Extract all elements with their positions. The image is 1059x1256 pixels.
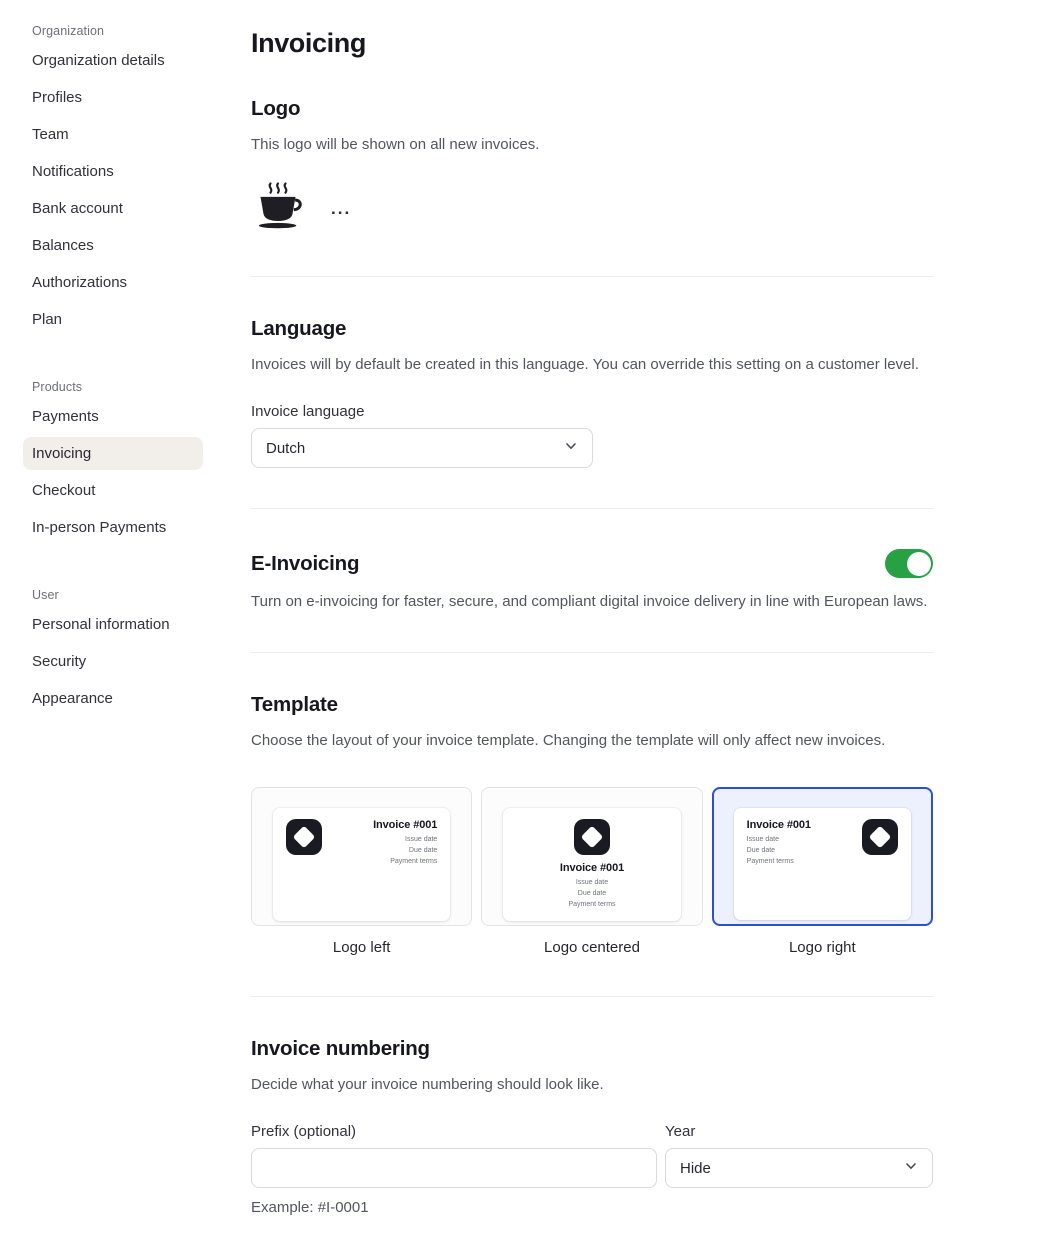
e-invoicing-header-row: [251, 549, 933, 578]
sidebar-item-authorizations[interactable]: Authorizations: [32, 274, 128, 291]
year-label: Year: [665, 1123, 696, 1140]
template-option-logo-centered: [481, 787, 702, 956]
invoice-preview: [503, 808, 680, 921]
sidebar-item-security[interactable]: Security: [32, 653, 87, 670]
language-section-description: Invoices will by default be created in this language. You can override this setting on a customer level.: [251, 356, 919, 373]
sidebar-item-personal-information[interactable]: Personal information: [32, 616, 170, 633]
template-card-logo-right[interactable]: [712, 787, 933, 926]
company-logo-diamond-icon: [862, 819, 898, 855]
invoice-preview: [734, 808, 911, 920]
year-value: Hide: [680, 1159, 711, 1177]
page-title: Invoicing: [251, 28, 366, 58]
company-logo-diamond-icon: [286, 819, 322, 855]
e-invoicing-section-title: E-Invoicing: [251, 551, 360, 575]
sidebar-item-profiles[interactable]: Profiles: [32, 89, 83, 106]
numbering-fields-row: [251, 1123, 933, 1188]
logo-section-title: Logo: [251, 97, 301, 120]
sidebar-item-notifications[interactable]: Notifications: [32, 163, 114, 180]
invoice-line: Due date: [408, 847, 438, 855]
chevron-down-icon: [904, 1159, 918, 1177]
invoice-number: Invoice #001: [746, 819, 811, 831]
prefix-input-wrapper: [251, 1148, 657, 1188]
sidebar-item-organization-details[interactable]: Organization details: [32, 52, 165, 69]
chevron-down-icon: [564, 439, 578, 457]
sidebar-item-invoicing[interactable]: Invoicing: [23, 437, 203, 470]
invoice-line: Issue date: [575, 879, 609, 886]
invoice-numbering-title: Invoice numbering: [251, 1037, 430, 1060]
sidebar-section-products: [23, 380, 220, 544]
invoice-language-select[interactable]: [251, 428, 593, 468]
template-option-logo-left: [251, 787, 472, 956]
sidebar-section-organization: [23, 24, 220, 336]
template-option-logo-right: [712, 787, 933, 956]
year-field-group: [665, 1123, 933, 1188]
e-invoicing-section: [251, 549, 933, 653]
sidebar-item-balances[interactable]: Balances: [32, 237, 94, 254]
invoice-line: Due date: [746, 847, 776, 855]
sidebar-item-plan[interactable]: Plan: [32, 311, 63, 328]
e-invoicing-section-description: Turn on e-invoicing for faster, secure, and compliant digital invoice delivery in line with European laws.: [251, 593, 928, 610]
numbering-example-hint: Example: #I-0001: [251, 1199, 369, 1216]
invoice-number: Invoice #001: [559, 862, 625, 874]
invoice-line: Payment terms: [746, 858, 794, 866]
logo-row: [251, 181, 933, 236]
invoice-language-label: Invoice language: [251, 403, 365, 420]
invoice-numbering-description: Decide what your invoice numbering should look like.: [251, 1076, 604, 1093]
invoice-line: Payment terms: [390, 858, 438, 866]
sidebar-section-label: User: [32, 588, 59, 602]
template-section-title: Template: [251, 693, 338, 716]
invoice-language-value: Dutch: [266, 439, 306, 457]
company-logo-diamond-icon: [574, 819, 610, 855]
invoice-preview-text: [747, 819, 811, 868]
template-options-row: [251, 787, 933, 956]
invoice-line: Issue date: [746, 836, 779, 843]
prefix-field-group: [251, 1123, 657, 1188]
invoice-numbering-section: [251, 1037, 933, 1256]
template-label-logo-centered: Logo centered: [544, 939, 640, 956]
template-label-logo-right: Logo right: [788, 939, 856, 956]
settings-sidebar: [0, 0, 220, 1171]
invoice-preview-text: [373, 819, 437, 868]
invoice-logo-coffee-cup-icon: [251, 181, 305, 236]
language-section-title: Language: [251, 317, 347, 340]
logo-more-options-button[interactable]: ...: [329, 194, 353, 223]
sidebar-item-payments[interactable]: Payments: [32, 408, 99, 425]
sidebar-item-bank-account[interactable]: Bank account: [32, 200, 123, 217]
logo-section-description: This logo will be shown on all new invoices.: [251, 136, 540, 153]
logo-section: [251, 97, 933, 277]
invoice-line: Payment terms: [568, 901, 616, 909]
template-card-logo-left[interactable]: [251, 787, 472, 926]
sidebar-item-appearance[interactable]: Appearance: [32, 690, 113, 707]
invoice-line: Due date: [577, 890, 607, 898]
e-invoicing-toggle[interactable]: [885, 549, 933, 578]
template-section: [251, 693, 933, 997]
invoice-number: Invoice #001: [373, 819, 438, 831]
sidebar-section-label: Products: [32, 380, 83, 394]
year-select[interactable]: [665, 1148, 933, 1188]
sidebar-item-team[interactable]: Team: [32, 126, 69, 143]
sidebar-section-user: [23, 588, 220, 715]
main-content: [251, 0, 933, 1216]
toggle-knob: [907, 552, 931, 576]
invoice-line: Issue date: [405, 836, 438, 843]
sidebar-item-in-person-payments[interactable]: In-person Payments: [32, 519, 167, 536]
template-section-description: Choose the layout of your invoice template. Changing the template will only affect new invoices.: [251, 732, 886, 749]
prefix-label: Prefix (optional): [251, 1123, 357, 1140]
prefix-input[interactable]: [266, 1160, 642, 1177]
template-card-logo-centered[interactable]: [481, 787, 702, 926]
invoice-preview: [273, 808, 450, 921]
language-section: [251, 317, 933, 509]
sidebar-item-checkout[interactable]: Checkout: [32, 482, 96, 499]
template-label-logo-left: Logo left: [332, 939, 391, 956]
sidebar-section-label: Organization: [32, 24, 105, 38]
